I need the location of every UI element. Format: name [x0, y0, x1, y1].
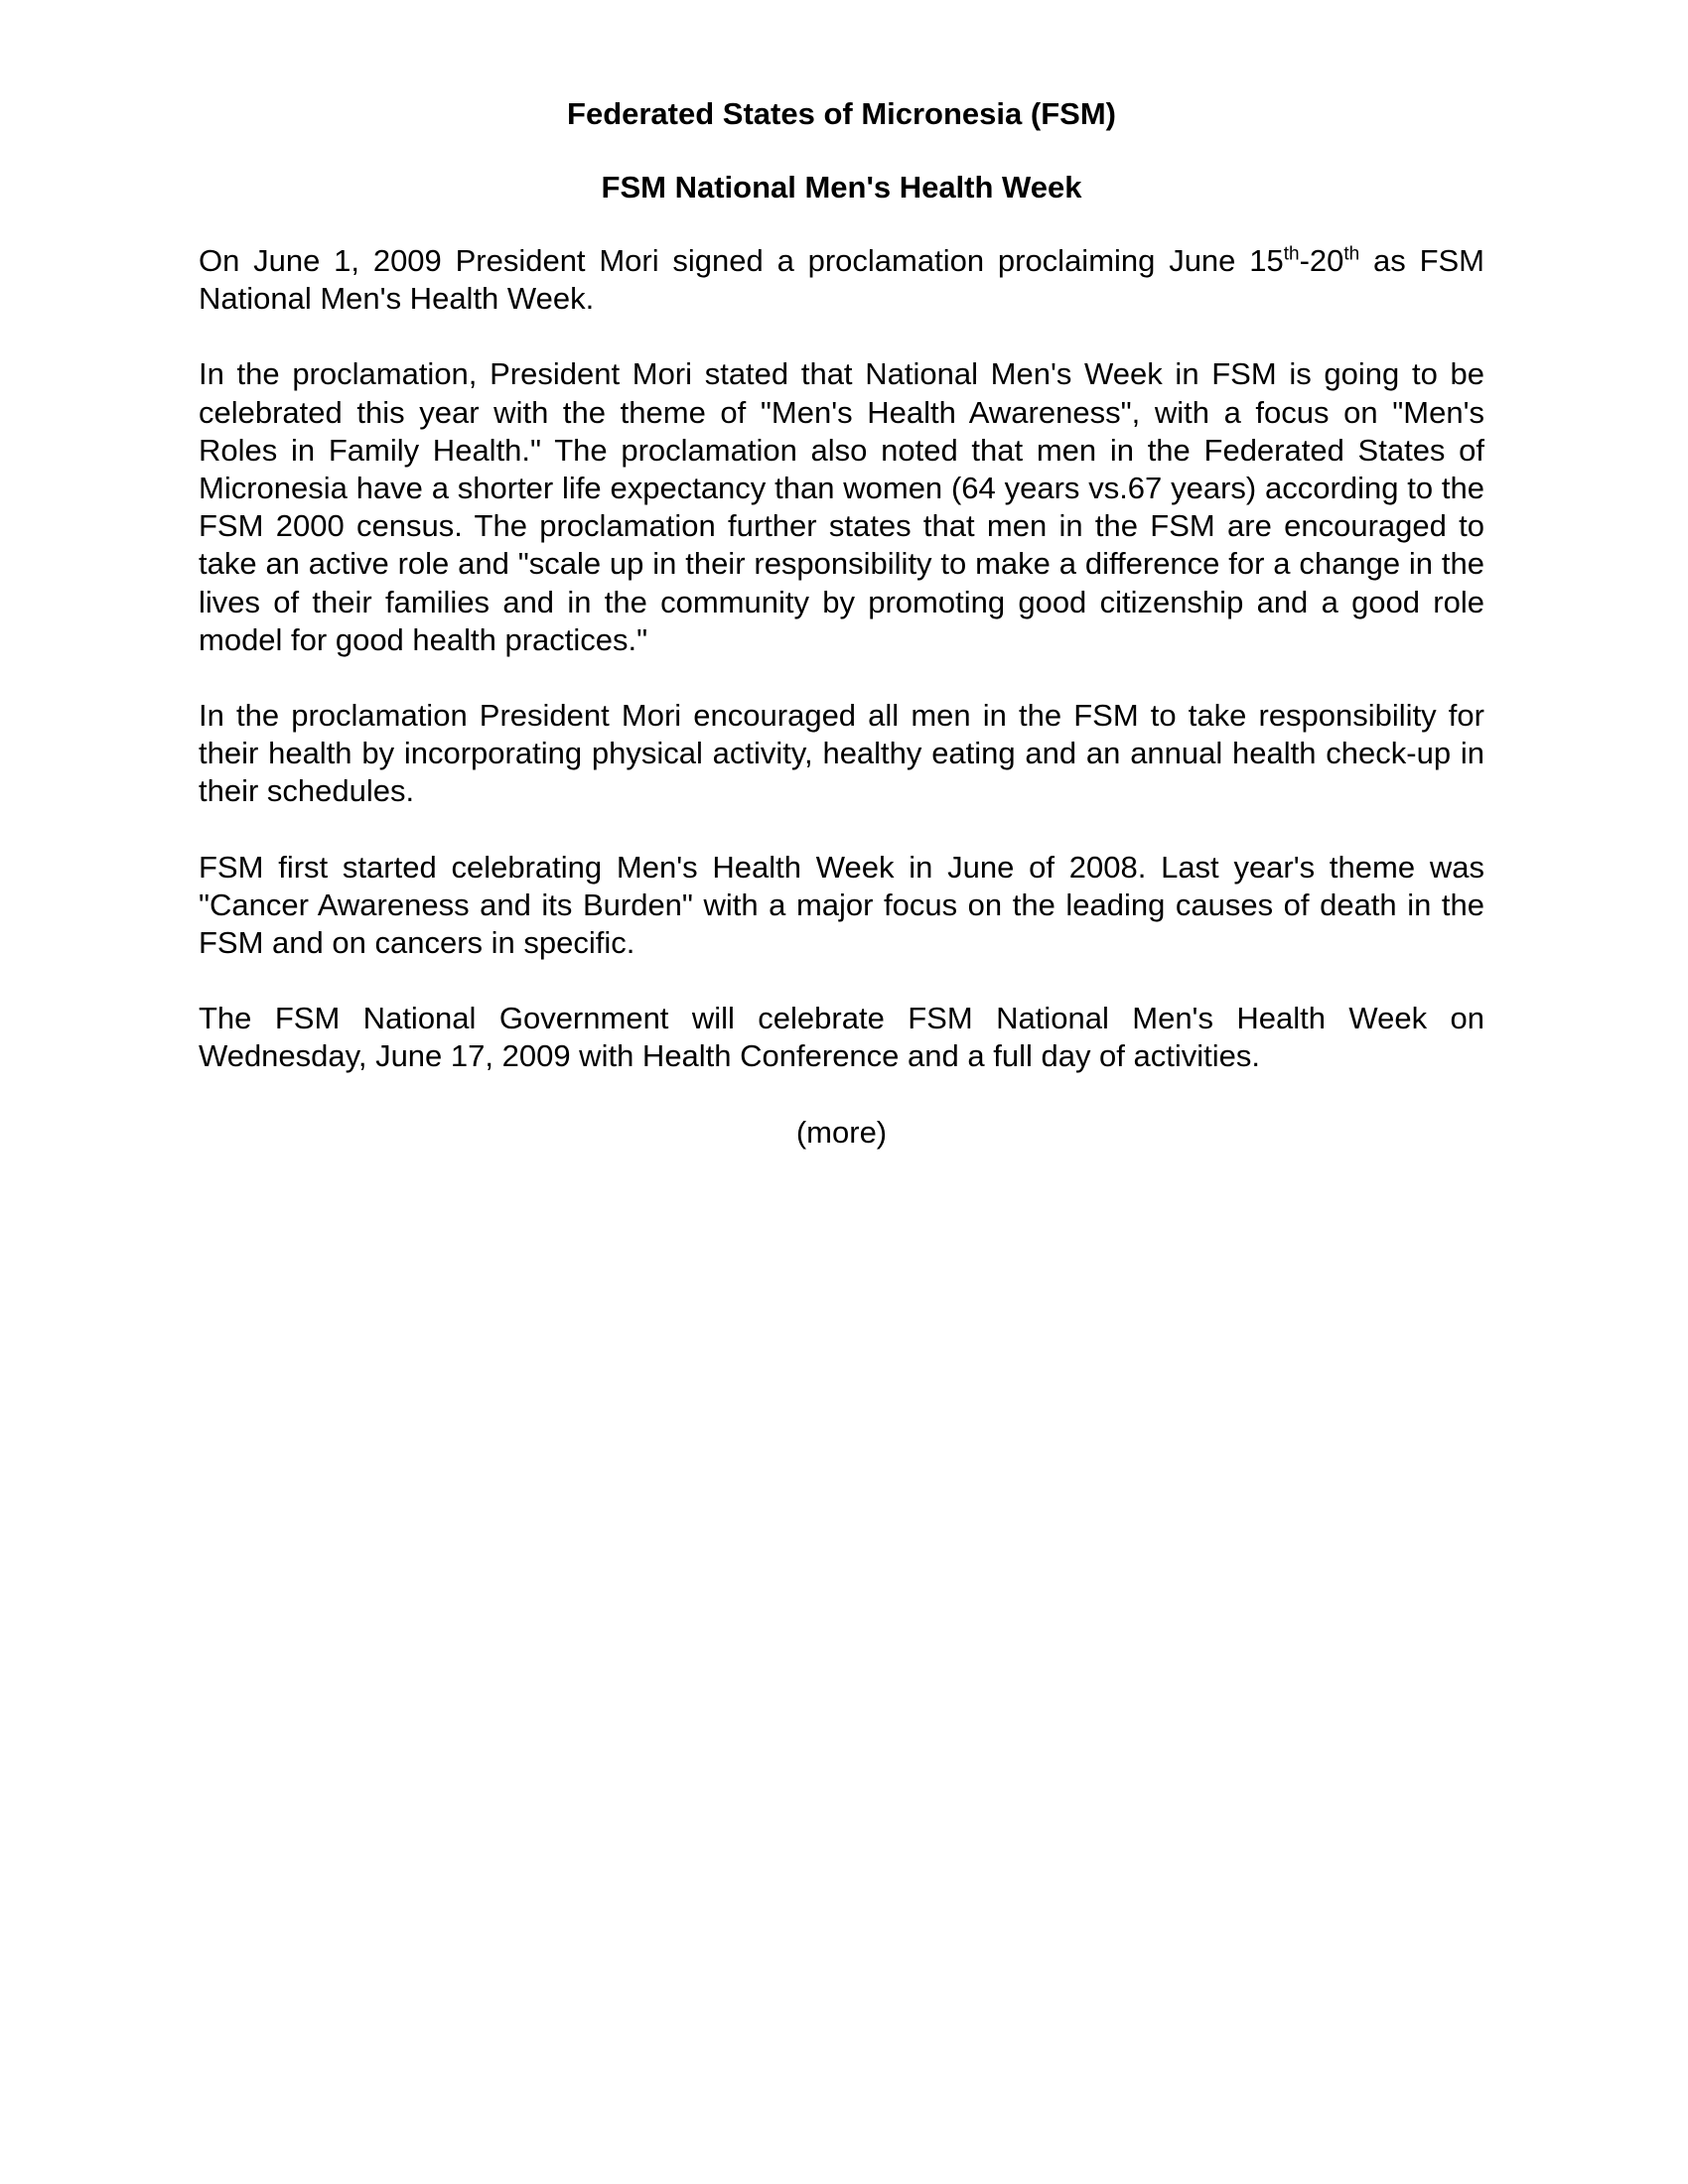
document-title: Federated States of Micronesia (FSM) [567, 96, 1116, 131]
paragraph-3: In the proclamation President Mori encouraged all men in the FSM to take responsibility for their health by incorporating physical activity, healthy eating and an annual health check-up in their schedules. [199, 698, 1484, 809]
paragraph-1-text-start: On June 1, 2009 President Mori signed a proclamation proclaiming June 15 [199, 243, 1284, 278]
paragraph-2: In the proclamation, President Mori stated that National Men's Week in FSM is going to be celebrated this year with the theme of "Men's Health Awareness", with a focus on "Men's Roles in Family Health." The proclamation also noted that men in the Federated States of Micronesia have a shorter life expectancy than women (64 years vs.67 years) according to the FSM 2000 census. The proclamation further states that men in the FSM are encouraged to take an active role and "scale up in their responsibility to make a difference for a change in the lives of their families and in the community by promoting good citizenship and a good role model for good health practices." [199, 356, 1484, 657]
ordinal-suffix-start: th [1283, 243, 1300, 265]
continuation-marker: (more) [795, 1114, 888, 1150]
ordinal-suffix-end: th [1343, 243, 1360, 265]
paragraph-1 [199, 242, 1484, 318]
paragraph-1-text-mid: -20 [1299, 243, 1344, 278]
document-subtitle: FSM National Men's Health Week [601, 170, 1082, 205]
document-body [199, 95, 1484, 1182]
paragraph-5: The FSM National Government will celebrate FSM National Men's Health Week on Wednesday, June 17, 2009 with Health Conference and a full day of activities. [199, 1001, 1484, 1074]
paragraph-4: FSM first started celebrating Men's Health Week in June of 2008. Last year's theme was "Cancer Awareness and its Burden" with a major focus on the leading causes of death in the FSM and on cancers in specific. [199, 849, 1484, 961]
paragraph-1-text-end: as FSM National Men's Health Week. [199, 243, 1485, 317]
